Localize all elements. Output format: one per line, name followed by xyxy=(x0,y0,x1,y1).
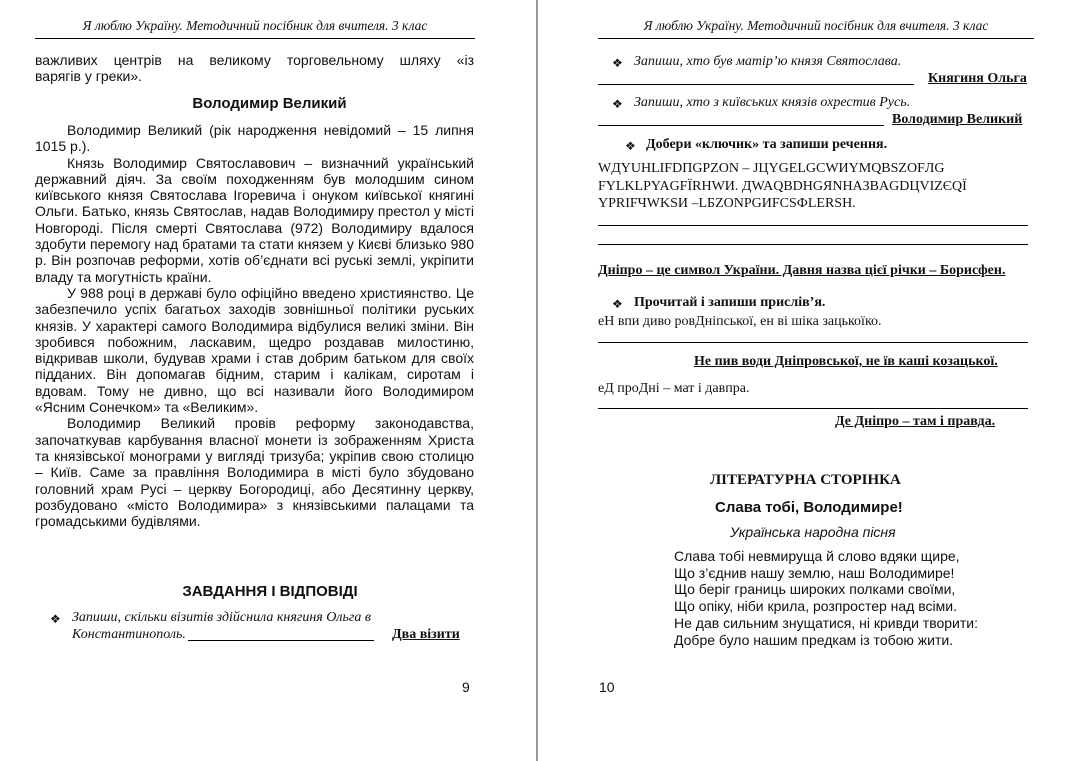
poem xyxy=(674,548,978,648)
scrambled-proverb-1: еН впи диво ровДніпської, ен ві шіка зацькоїко. xyxy=(598,314,882,329)
tasks-title: ЗАВДАННЯ І ВІДПОВІДІ xyxy=(182,583,358,600)
article-paragraph-4: Володимир Великий провів реформу законодавства, започаткував карбування власної монети із зображенням Христа та князівської монограми у вигляді тризуба; укріпив свою столицю – Київ. Саме за правління Володимира в місті було збудовано головний храм Русі – церкву Богородиці, або Десятинну церкву, розбудовано «місто Володимира» з князівськими палацами та громадськими будівлями. xyxy=(35,415,474,530)
task-1-question: Запиши, скільки візитів здійснила княгиня Ольга в xyxy=(72,610,371,625)
page-number: 10 xyxy=(599,679,615,695)
task-2-question: Запиши, хто був матір’ю князя Святослава. xyxy=(634,54,902,69)
right-page xyxy=(538,0,1080,761)
answer-line xyxy=(188,640,374,641)
task-1 xyxy=(50,610,61,628)
diamond-bullet-icon: ❖ xyxy=(625,139,636,153)
poem-line: Що опіку, ніби крила, розпростер над всіми. xyxy=(674,598,957,615)
poem-line: Добре було нашим предкам із тобою жити. xyxy=(674,631,954,648)
poem-line: Що з’єднив нашу землю, наш Володимире! xyxy=(674,564,955,581)
page-header: Я люблю Україну. Методичний посібник для вчителя. 3 клас xyxy=(35,18,475,39)
task-3-question: Запиши, хто з київських князів охрестив Русь. xyxy=(634,95,911,110)
answer-line xyxy=(598,342,1028,343)
task-2-answer: Княгиня Ольга xyxy=(928,71,1027,86)
song-subtitle: Українська народна пісня xyxy=(730,524,896,540)
cipher-line-3: YPRIFЧWKSИ –LБZONPGИFCSФLERSH. xyxy=(598,196,856,211)
diamond-bullet-icon: ❖ xyxy=(50,612,61,626)
task-4-question: Добери «ключик» та запиши речення. xyxy=(646,137,888,152)
answer-line xyxy=(598,84,914,85)
cipher-line-1: WДYUHLIFDПGPZON – JЦYGELGCWИYMQBSZOFЛG xyxy=(598,161,945,176)
article-paragraph-2: Князь Володимир Святославович – визначний український державний діяч. За своїм походженням був молодшим сином київського князя Святослава Ігоревича і онуком київської княгині Ольги. Батько, князь Святослав, надав Володимиру престол у місті Новгороді. Після смерті Святослава (972) Володимиру вдалося здобути перемогу над братами та стати князем у Києві близько 980 р. Він розпочав реформи, хотів об’єднати всі руські землі, укріпити владу та могутність країни. xyxy=(35,154,474,285)
article-paragraph-3: У 988 році в державі було офіційно введено християнство. Це забезпечило успіх багатьох заходів зовнішньої політики руських князів. У характері самого Володимира відбулися великі зміни. Він зробився побожним, ласкавим, щедро роздавав милостиню, відкривав школи, будував храми і став добрим батьком для своїх підданих. Він допомагав бідним, старим і калікам, сиротам і вдовам. Тому не дивно, що всі називали його Володимиром «Ясним Сонечком» та «Великим». xyxy=(35,284,474,416)
task-5-answer-1: Не пив води Дніпровської, не їв каші козацької. xyxy=(694,354,998,369)
poem-line: Слава тобі невмируща й слово вдяки щире, xyxy=(674,548,960,564)
intro-line-1: важливих центрів на великому торговельному шляху «із xyxy=(35,52,474,68)
article-title: Володимир Великий xyxy=(192,95,347,112)
intro-text xyxy=(35,52,474,85)
task-1-answer: Два візити xyxy=(392,627,460,642)
song-title: Слава тобі, Володимире! xyxy=(715,499,903,516)
task-5-answer-2: Де Дніпро – там і правда. xyxy=(835,414,996,429)
poem-line: Що беріг границь широких полками своїми, xyxy=(674,581,956,598)
article-body xyxy=(35,122,474,529)
left-page xyxy=(0,0,537,761)
answer-line xyxy=(598,125,884,126)
diamond-bullet-icon: ❖ xyxy=(612,97,623,111)
cipher-line-2: FYLKLPYAGFЇRHWИ. ДWAQBDHGЯNHAЗBAGDЦVIZЄQЇ xyxy=(598,178,967,194)
task-5-question: Прочитай і запиши прислів’я. xyxy=(634,295,826,310)
diamond-bullet-icon: ❖ xyxy=(612,297,623,311)
answer-line xyxy=(598,244,1028,245)
cipher-text xyxy=(598,160,967,213)
page-header: Я люблю Україну. Методичний посібник для вчителя. 3 клас xyxy=(598,18,1034,39)
answer-line xyxy=(598,225,1028,226)
literary-section-title: ЛІТЕРАТУРНА СТОРІНКА xyxy=(710,472,901,488)
poem-line: Не дав сильним знущатися, ні кривди творити: xyxy=(674,614,978,631)
answer-line xyxy=(598,408,1028,409)
article-paragraph-1: Володимир Великий (рік народження невідомий – 15 липня 1015 р.). xyxy=(35,122,474,155)
diamond-bullet-icon: ❖ xyxy=(612,56,623,70)
task-4-answer: Дніпро – це символ України. Давня назва цієї річки – Борисфен. xyxy=(598,263,1006,278)
intro-line-2: варягів у греки». xyxy=(35,68,143,85)
task-1-question-cont: Константинополь. xyxy=(72,627,186,642)
scrambled-proverb-2: еД проДні – мат і давпра. xyxy=(598,381,750,396)
page-number: 9 xyxy=(462,679,470,695)
task-3-answer: Володимир Великий xyxy=(892,112,1023,127)
